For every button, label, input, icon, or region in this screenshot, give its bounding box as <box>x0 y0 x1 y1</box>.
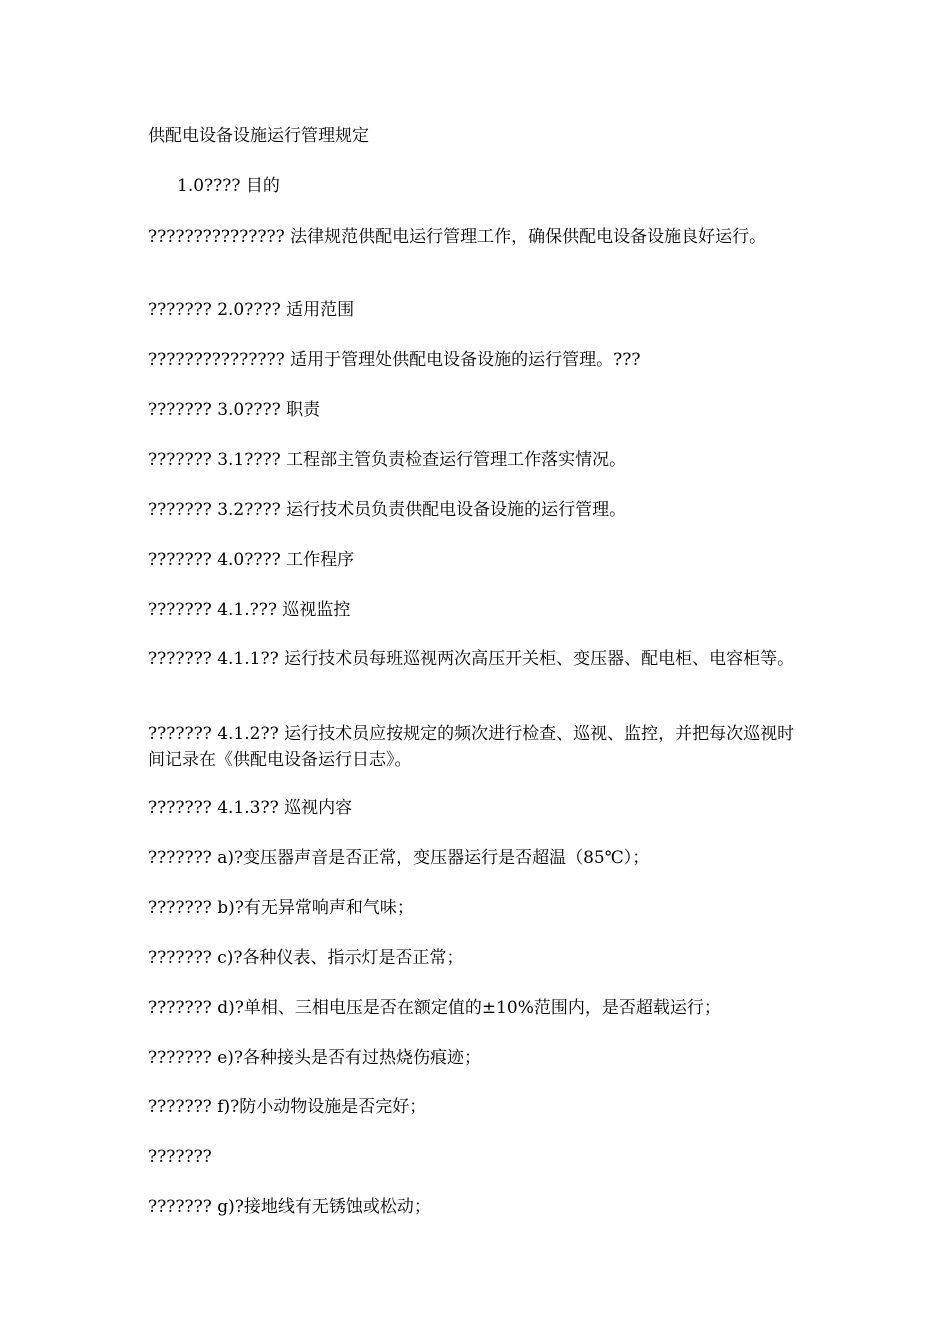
paragraph: ??????? 3.2???? 运行技术员负责供配电设备设施的运行管理。 <box>148 500 627 520</box>
paragraph: ??????? 2.0???? 适用范围 <box>148 300 355 320</box>
paragraph: ??????? 4.1.??? 巡视监控 <box>148 600 351 620</box>
paragraph: ??????? g)?接地线有无锈蚀或松动； <box>148 1197 431 1217</box>
paragraph: ??????? 3.0???? 职责 <box>148 400 321 420</box>
paragraph: ??????? f)?防小动物设施是否完好； <box>148 1097 427 1117</box>
paragraph: ??????? a)?变压器声音是否正常，变压器运行是否超温（85℃）； <box>148 848 650 868</box>
paragraph: ??????????????? 法律规范供配电运行管理工作，确保供配电设备设施良好运行。 <box>148 227 767 247</box>
paragraph: ??????????????? 适用于管理处供配电设备设施的运行管理。??? <box>148 350 641 370</box>
paragraph: ??????? d)?单相、三相电压是否在额定值的±10%范围内，是否超载运行； <box>148 998 721 1018</box>
paragraph: ??????? 4.1.3?? 巡视内容 <box>148 798 353 818</box>
paragraph: ??????? 4.1.1?? 运行技术员每班巡视两次高压开关柜、变压器、配电柜、电容柜等。 <box>148 649 795 669</box>
paragraph: ??????? 4.0???? 工作程序 <box>148 550 355 570</box>
paragraph: ??????? e)?各种接头是否有过热烧伤痕迹； <box>148 1048 482 1068</box>
paragraph: ??????? <box>148 1147 212 1167</box>
paragraph: ??????? 4.1.2?? 运行技术员应按规定的频次进行检查、巡视、监控，并把每次巡视时间记录在《供配电设备运行日志》。 <box>148 724 795 770</box>
paragraph: ??????? b)?有无异常响声和气味； <box>148 898 414 918</box>
paragraph: ??????? c)?各种仪表、指示灯是否正常； <box>148 948 464 968</box>
paragraph: 1.0???? 目的 <box>177 176 280 196</box>
document-title: 供配电设备设施运行管理规定 <box>148 126 369 146</box>
paragraph: ??????? 3.1???? 工程部主管负责检查运行管理工作落实情况。 <box>148 450 627 470</box>
